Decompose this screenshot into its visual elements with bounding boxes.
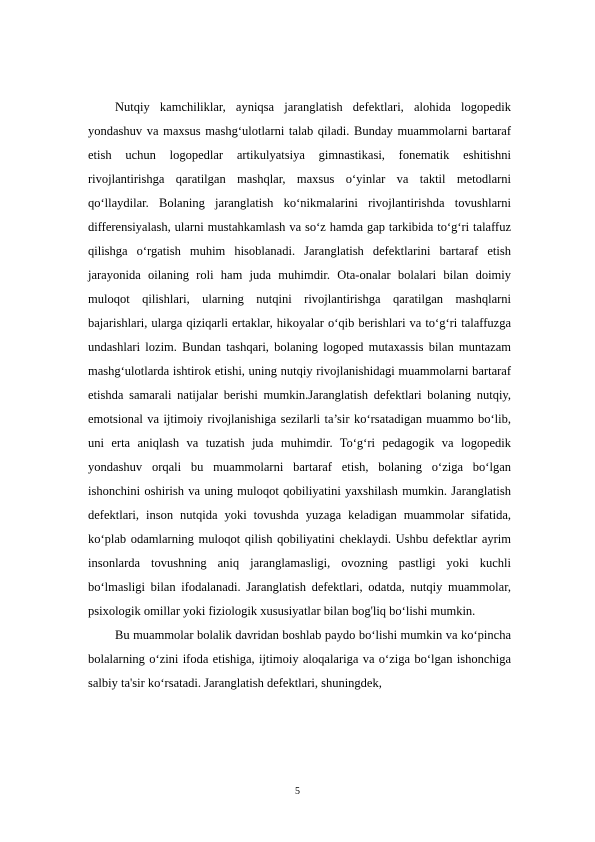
paragraph: Nutqiy kamchiliklar, ayniqsa jaranglatish defektlari, alohida logopedik yondashuv va maxsus mashg‘ulotlarni talab qiladi. Bunday muammolarni bartaraf etish uchun logopedlar artikulyatsiya gimnastikasi, fonematik eshitishni rivojlantirishga qaratilgan mashqlar, maxsus o‘yinlar va taktil metodlarni qo‘llaydilar. Bolaning jaranglatish ko‘nikmalarini rivojlantirishda tovushlarni differensiyalash, ularni mustahkamlash va so‘z hamda gap tarkibida to‘g‘ri talaffuz qilishga o‘rgatish muhim hisoblanadi. Jaranglatish defektlarini bartaraf etish jarayonida oilaning roli ham juda muhimdir. Ota-onalar bolalari bilan doimiy muloqot qilishlari, ularning nutqini rivojlantirishga qaratilgan mashqlarni bajarishlari, ularga qiziqarli ertaklar, hikoyalar o‘qib berishlari va to‘g‘ri talaffuzga undashlari lozim. Bundan tashqari, bolaning logoped mutaxassis bilan muntazam mashg‘ulotlarda ishtirok etishi, uning nutqiy rivojlanishidagi muammolarni bartaraf etishda samarali natijalar berishi mumkin.Jaranglatish defektlari bolaning nutqiy, emotsional va ijtimoiy rivojlanishiga sezilarli ta’sir ko‘rsatadigan muammo bo‘lib, uni erta aniqlash va tuzatish juda muhimdir. To‘g‘ri pedagogik va logopedik yondashuv orqali bu muammolarni bartaraf etish, bolaning o‘ziga bo‘lgan ishonchini oshirish va uning muloqot qobiliyatini yaxshilash mumkin. Jaranglatish defektlari, inson nutqida yoki tovushda yuzaga keladigan muammolar sifatida, ko‘plab odamlarning muloqot qilish qobiliyatini cheklaydi. Ushbu defektlar ayrim insonlarda tovushning aniq jaranglamasligi, ovozning pastligi yoki kuchli bo‘lmasligi bilan ifodalanadi. Jaranglatish defektlari, odatda, nutqiy muammolar, psixologik omillar yoki fiziologik xususiyatlar bilan bog'liq bo‘lishi mumkin. <box>88 100 511 618</box>
body-text <box>88 95 511 695</box>
page-number: 5 <box>295 786 300 797</box>
paragraph: Bu muammolar bolalik davridan boshlab paydo bo‘lishi mumkin va ko‘pincha bolalarning o‘zini ifoda etishiga, ijtimoiy aloqalariga va o‘ziga bo‘lgan ishonchiga salbiy ta'sir ko‘rsatadi. Jaranglatish defektlari, shuningdek, <box>88 628 511 690</box>
